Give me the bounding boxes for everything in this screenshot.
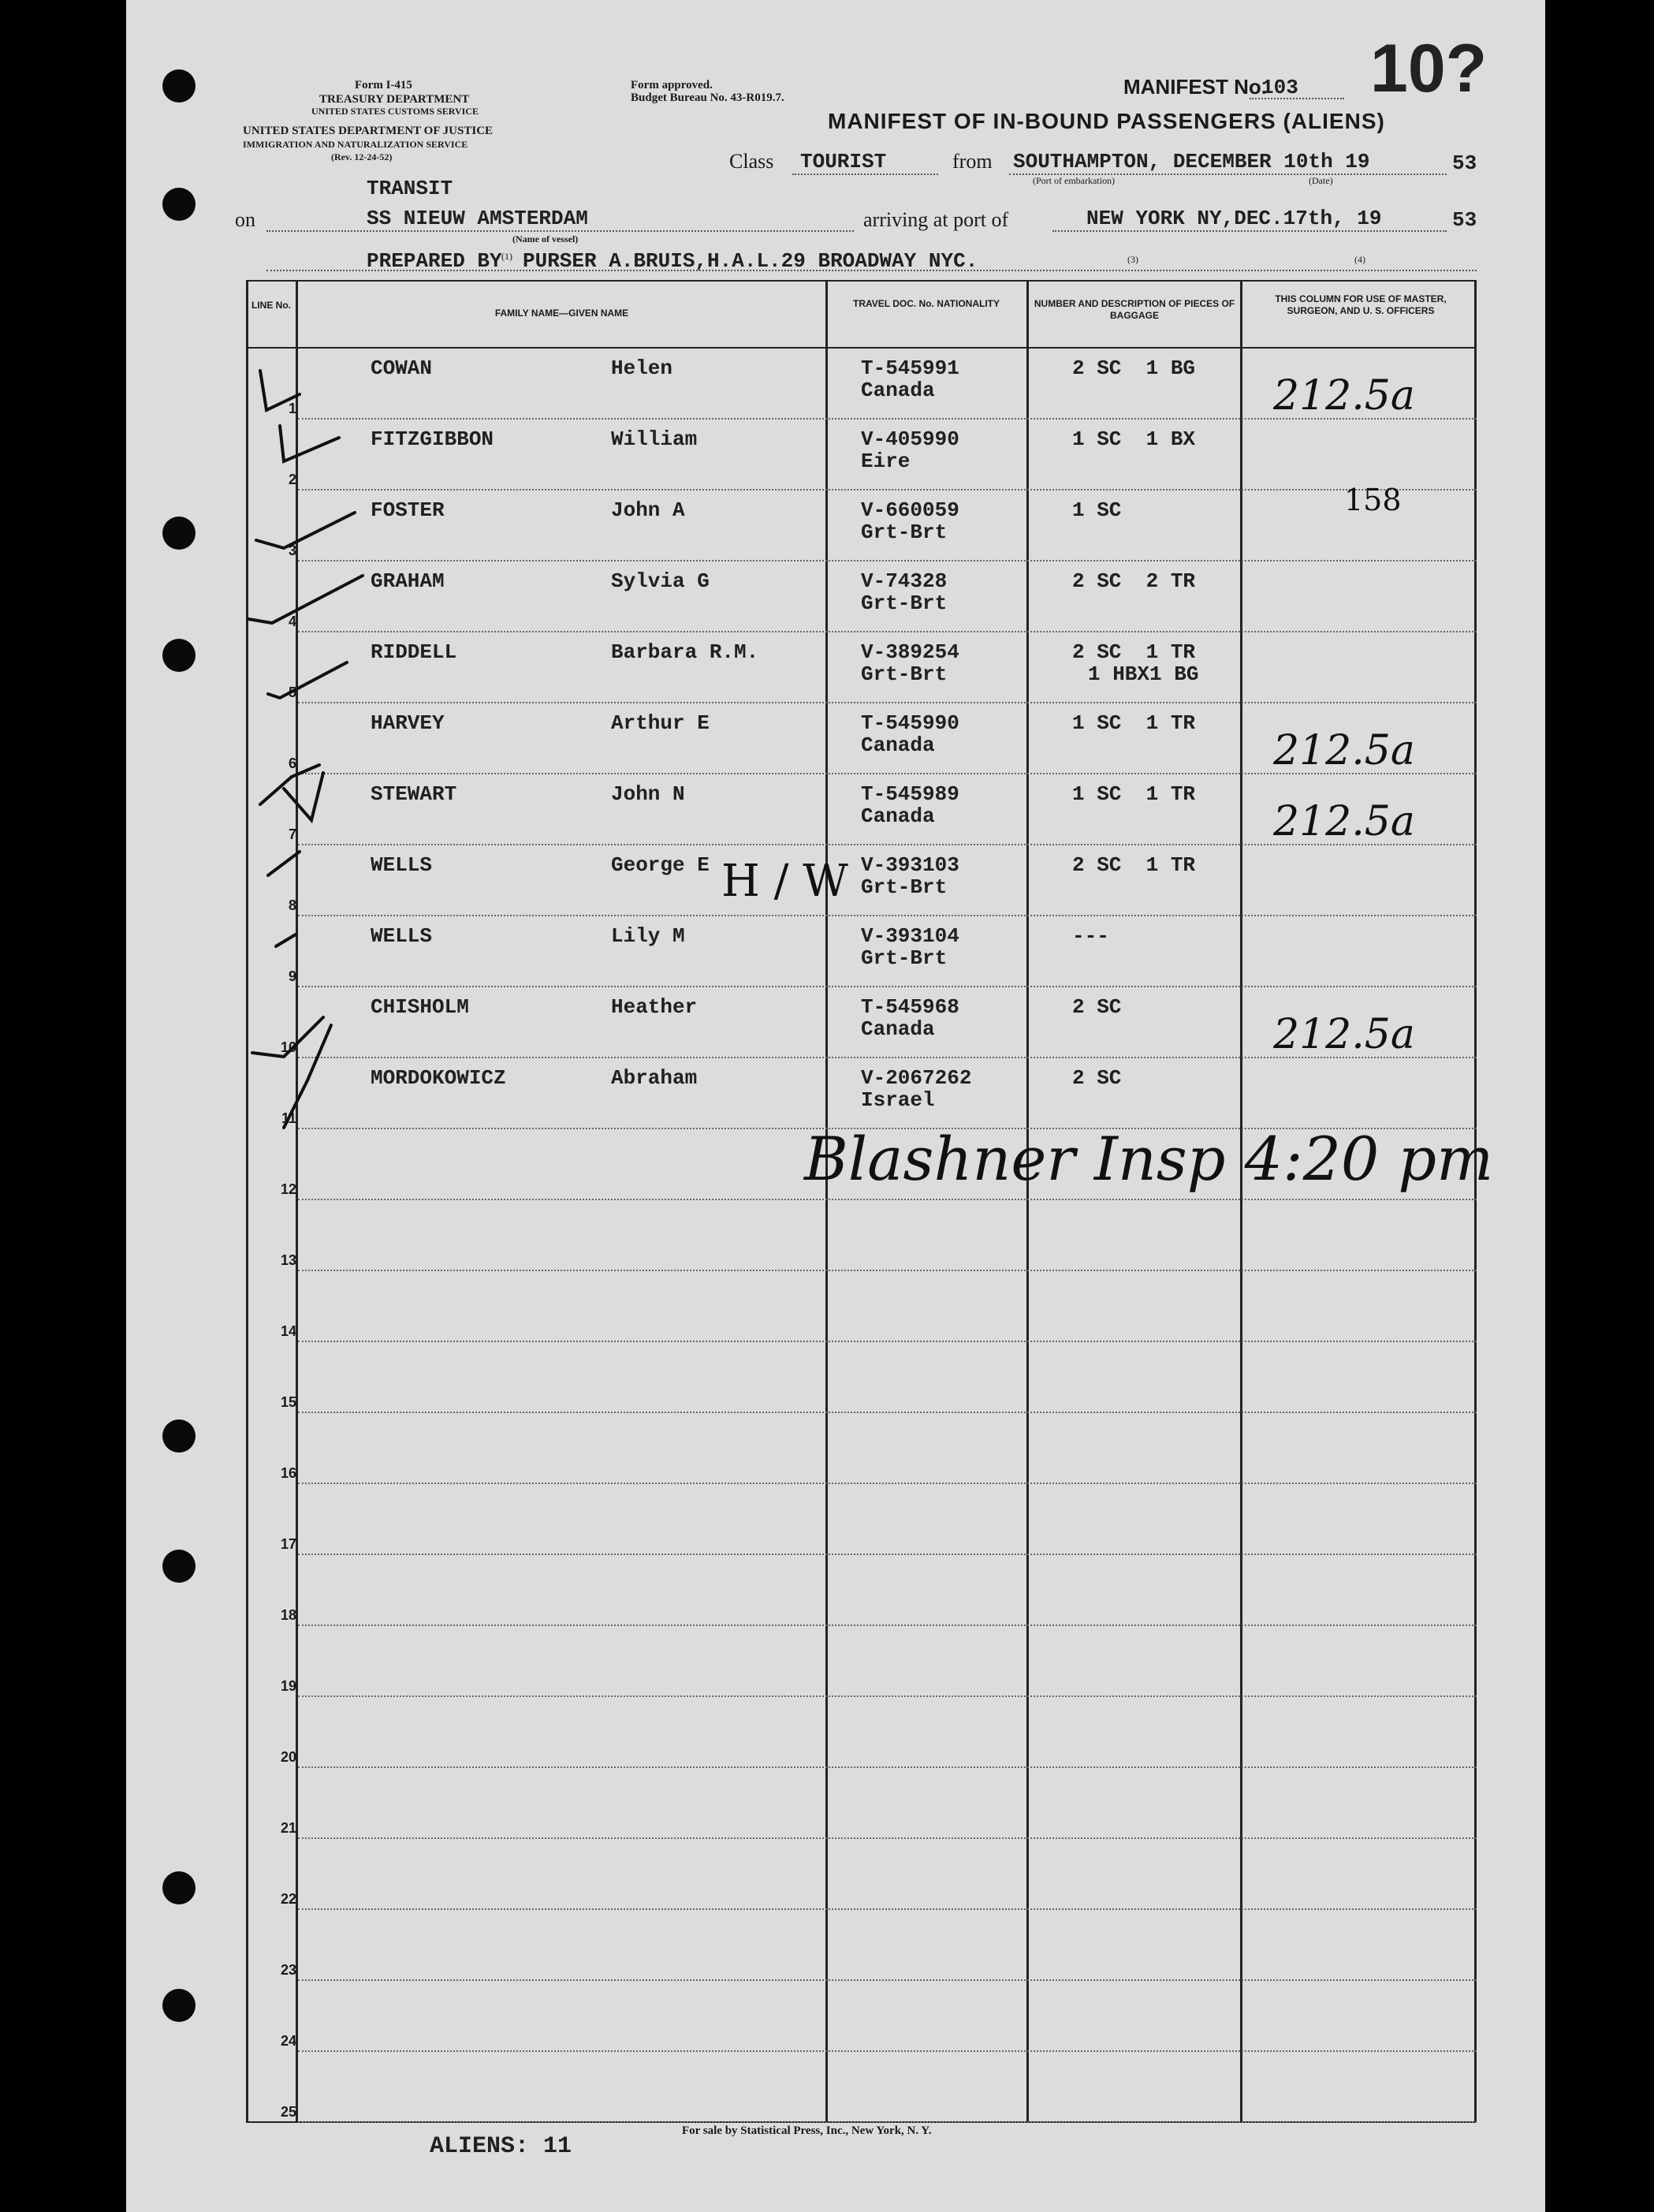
line-number: 16: [280, 1465, 296, 1481]
line-number: 19: [280, 1678, 296, 1694]
class-value: TOURIST: [800, 150, 887, 173]
arrival-port: NEW YORK NY,DEC.17th, 19: [1086, 207, 1382, 230]
passenger-baggage: 2 SC 1 TR: [1072, 853, 1196, 877]
dept-customs: UNITED STATES CUSTOMS SERVICE: [311, 106, 479, 117]
passenger-baggage: 1 SC 1 BX: [1072, 427, 1196, 451]
passenger-travel-doc: V-74328: [861, 569, 948, 593]
passenger-family-name: FITZGIBBON: [371, 427, 494, 451]
line-number: 3: [288, 543, 296, 558]
passenger-given-name: Sylvia G: [611, 569, 710, 593]
line-number: 18: [280, 1607, 296, 1623]
passenger-family-name: CHISHOLM: [371, 995, 469, 1019]
passenger-nationality: Eire: [861, 449, 911, 473]
row-divider: [298, 1341, 1477, 1342]
passenger-given-name: Abraham: [611, 1066, 698, 1090]
note-4: (4): [1354, 254, 1365, 265]
passenger-given-name: Lily M: [611, 924, 685, 948]
line-number: 1: [288, 401, 296, 416]
row-divider: [298, 986, 1477, 987]
punch-hole: [162, 69, 196, 103]
table-top-border: [246, 280, 1477, 282]
row-divider: [298, 1270, 1477, 1271]
row-divider: [298, 702, 1477, 703]
passenger-baggage: 1 SC 1 TR: [1072, 711, 1196, 735]
officer-note: 212.5a: [1273, 372, 1415, 420]
passenger-family-name: FOSTER: [371, 498, 445, 522]
passenger-baggage: 2 SC 2 TR: [1072, 569, 1196, 593]
revision: (Rev. 12-24-52): [331, 151, 393, 162]
passenger-family-name: RIDDELL: [371, 640, 457, 664]
passenger-nationality: Grt-Brt: [861, 591, 948, 615]
passenger-family-name: GRAHAM: [371, 569, 445, 593]
passenger-given-name: Barbara R.M.: [611, 640, 759, 664]
line-number: 4: [288, 614, 296, 629]
passenger-given-name: John A: [611, 498, 685, 522]
passenger-travel-doc: T-545968: [861, 995, 959, 1019]
officer-note: 212.5a: [1273, 727, 1415, 774]
date-note: (Date): [1309, 175, 1333, 186]
row-divider: [298, 1837, 1477, 1839]
prepared-label: PREPARED BY: [367, 249, 502, 273]
passenger-nationality: Grt-Brt: [861, 662, 948, 686]
column-header-officers: THIS COLUMN FOR USE OF MASTER, SURGEON, AND U. S. OFFICERS: [1275, 293, 1447, 316]
passenger-family-name: STEWART: [371, 782, 457, 806]
vessel-name: SS NIEUW AMSTERDAM: [367, 207, 588, 230]
passenger-travel-doc: T-545990: [861, 711, 959, 735]
line-number: 5: [288, 684, 296, 700]
passenger-nationality: Grt-Brt: [861, 875, 948, 899]
line-number: 8: [288, 897, 296, 913]
row-divider: [298, 631, 1477, 632]
punch-hole: [162, 517, 196, 550]
column-header-line: LINE No.: [251, 300, 291, 311]
row-divider: [298, 560, 1477, 561]
arriving-label: arriving at port of: [863, 208, 1009, 231]
line-number: 21: [280, 1820, 296, 1836]
manifest-number: 103: [1261, 76, 1298, 99]
row-divider: [298, 1624, 1477, 1626]
passenger-baggage: ---: [1072, 924, 1109, 948]
note-1: (1): [501, 251, 512, 262]
line-number: 25: [280, 2104, 296, 2120]
line-number: 2: [288, 472, 296, 487]
row-divider: [298, 915, 1477, 916]
passenger-family-name: HARVEY: [371, 711, 445, 735]
punch-hole: [162, 188, 196, 221]
passenger-travel-doc: T-545991: [861, 356, 959, 380]
punch-hole: [162, 1419, 196, 1453]
class-label: Class: [729, 150, 774, 173]
passenger-travel-doc: V-393103: [861, 853, 959, 877]
officer-note: 212.5a: [1273, 1011, 1415, 1058]
handwritten-bracket: H / W: [721, 856, 848, 907]
line-number: 17: [280, 1536, 296, 1552]
row-divider: [298, 1412, 1477, 1413]
passenger-given-name: Heather: [611, 995, 698, 1019]
line-number: 24: [280, 2033, 296, 2049]
line-number: 13: [280, 1252, 296, 1268]
passenger-travel-doc: V-660059: [861, 498, 959, 522]
transit: TRANSIT: [367, 177, 453, 200]
officer-note: 212.5a: [1273, 798, 1415, 845]
manifest-label: MANIFEST No.: [1123, 75, 1267, 99]
passenger-travel-doc: V-393104: [861, 924, 959, 948]
column-header-name: FAMILY NAME—GIVEN NAME: [494, 308, 629, 319]
column-header-travel-doc: TRAVEL DOC. No. NATIONALITY: [853, 298, 1000, 309]
passenger-travel-doc: V-389254: [861, 640, 959, 664]
line-number: 7: [288, 826, 296, 842]
passenger-travel-doc: V-405990: [861, 427, 959, 451]
page-title: MANIFEST OF IN-BOUND PASSENGERS (ALIENS): [828, 109, 1385, 133]
row-divider: [298, 2050, 1477, 2052]
budget-bureau: Budget Bureau No. 43-R019.7.: [631, 91, 784, 104]
form-approved: Form approved.: [631, 79, 713, 91]
passenger-baggage: 2 SC: [1072, 1066, 1122, 1090]
line-number: 10: [280, 1039, 296, 1055]
note-3: (3): [1127, 254, 1138, 265]
line-number: 11: [281, 1110, 296, 1126]
inspector-signature: Blashner Insp 4:20 pm: [804, 1124, 1494, 1194]
row-divider: [298, 1199, 1477, 1200]
passenger-given-name: John N: [611, 782, 685, 806]
line-number: 9: [288, 968, 296, 984]
from-label: from: [952, 150, 993, 173]
stamped-number: 10?: [1370, 31, 1488, 106]
column-header-baggage: NUMBER AND DESCRIPTION OF PIECES OF BAGGAGE: [1034, 298, 1235, 321]
passenger-baggage: 2 SC 1 TR: [1072, 640, 1196, 664]
passenger-nationality: Canada: [861, 379, 935, 402]
passenger-nationality: Canada: [861, 804, 935, 828]
row-divider: [298, 1483, 1477, 1484]
publisher-line: For sale by Statistical Press, Inc., New York, N. Y.: [682, 2124, 932, 2137]
row-divider: [298, 1908, 1477, 1910]
passenger-baggage: 1 SC: [1072, 498, 1122, 522]
passenger-baggage: 2 SC: [1072, 995, 1122, 1019]
on-label: on: [235, 208, 255, 231]
prepared-by: PURSER A.BRUIS,H.A.L.29 BROADWAY NYC.: [523, 249, 978, 273]
passenger-family-name: MORDOKOWICZ: [371, 1066, 506, 1090]
year-from: 53: [1452, 151, 1477, 175]
row-divider: [298, 1766, 1477, 1768]
passenger-given-name: George E: [611, 853, 710, 877]
dept-ins: IMMIGRATION AND NATURALIZATION SERVICE: [243, 139, 468, 150]
passenger-travel-doc: V-2067262: [861, 1066, 972, 1090]
row-divider: [298, 1554, 1477, 1555]
line-number: 14: [280, 1323, 296, 1339]
passenger-nationality: Canada: [861, 1017, 935, 1041]
dept-justice: UNITED STATES DEPARTMENT OF JUSTICE: [243, 125, 494, 137]
aliens-count: ALIENS: 11: [430, 2133, 572, 2160]
line-number: 6: [288, 755, 296, 771]
check-marks: [237, 347, 441, 1136]
officer-note: 158: [1344, 483, 1402, 517]
year-arrival: 53: [1452, 208, 1477, 232]
passenger-family-name: WELLS: [371, 853, 433, 877]
passenger-given-name: Arthur E: [611, 711, 710, 735]
line-number: 23: [280, 1962, 296, 1978]
from-value: SOUTHAMPTON, DECEMBER 10th 19: [1013, 150, 1370, 173]
passenger-given-name: Helen: [611, 356, 673, 380]
punch-hole: [162, 1550, 196, 1583]
vessel-note: (Name of vessel): [512, 233, 579, 244]
row-divider: [298, 1979, 1477, 1981]
dept-treasury: TREASURY DEPARTMENT: [319, 93, 470, 106]
passenger-travel-doc: T-545989: [861, 782, 959, 806]
passenger-nationality: Grt-Brt: [861, 946, 948, 970]
line-number: 15: [280, 1394, 296, 1410]
punch-hole: [162, 1989, 196, 2022]
line-number: 22: [280, 1891, 296, 1907]
row-divider: [298, 2121, 1477, 2123]
line-number: 12: [280, 1181, 296, 1197]
passenger-nationality: Grt-Brt: [861, 520, 948, 544]
passenger-family-name: COWAN: [371, 356, 433, 380]
passenger-baggage-extra: 1 HBX1 BG: [1088, 662, 1199, 686]
passenger-baggage: 1 SC 1 TR: [1072, 782, 1196, 806]
row-divider: [298, 1695, 1477, 1697]
passenger-nationality: Israel: [861, 1088, 935, 1112]
line-number: 20: [280, 1749, 296, 1765]
form-number: Form I-415: [355, 79, 412, 91]
punch-hole: [162, 639, 196, 672]
passenger-given-name: William: [611, 427, 698, 451]
port-embarkation-note: (Port of embarkation): [1033, 175, 1115, 186]
passenger-baggage: 2 SC 1 BG: [1072, 356, 1196, 380]
row-divider: [298, 489, 1477, 491]
punch-hole: [162, 1871, 196, 1904]
passenger-family-name: WELLS: [371, 924, 433, 948]
passenger-nationality: Canada: [861, 733, 935, 757]
